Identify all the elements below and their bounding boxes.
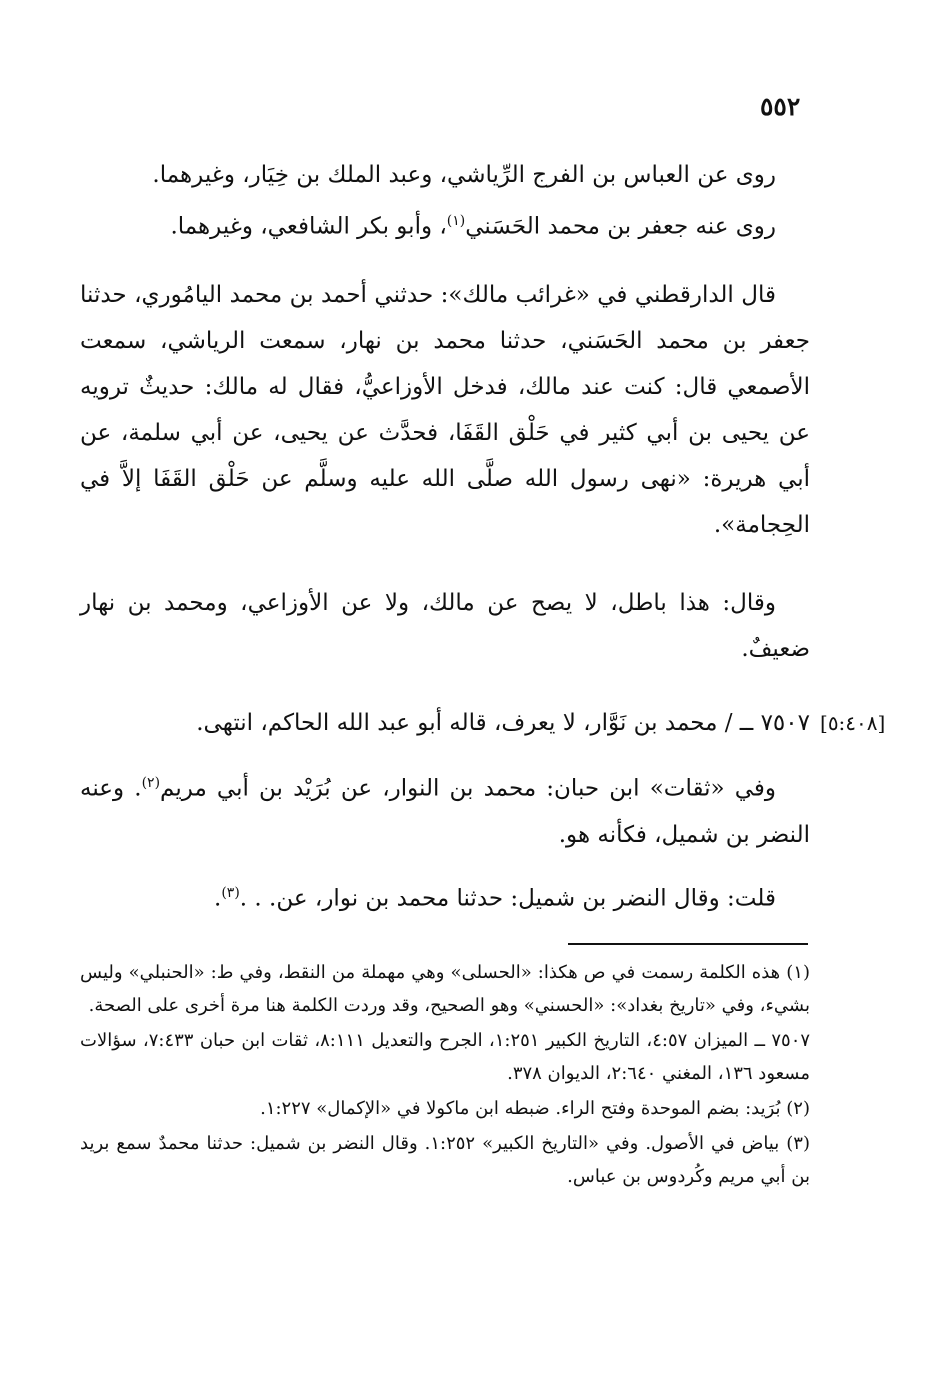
- paragraph-verdict: [80, 580, 810, 672]
- footnotes: [80, 956, 810, 1195]
- footnote-ref-3: (٣): [221, 885, 240, 901]
- footnote-2: [80, 1092, 810, 1125]
- footnote-3: [80, 1127, 810, 1193]
- thiqat-text-tail: . وعنه النضر بن شميل، فكأنه هو.: [80, 775, 810, 848]
- footnote-text: بُرَيد: بضم الموحدة وفتح الراء. ضبطه ابن ماكولا في «الإكمال» ١:٢٢٧.: [260, 1098, 781, 1119]
- footnote-ref-2: (٢): [141, 775, 161, 791]
- footnote-label: (١): [786, 962, 810, 983]
- daraqutni-text: قال الدارقطني في «غرائب مالك»: حدثني أحمد بن محمد اليامُوري، حدثنا جعفر بن محمد الحَسَني، حدثنا محمد بن نهار، سمعت الرياشي، سمعت الأصمعي قال: كنت عند مالك، فدخل الأوزاعيُّ، فقال له مالك: حديثٌ ترويه عن يحيى بن أبي كثير في حَلْق القَفَا، فحدَّث عن يحيى، عن أبي سلمة، عن أبي هريرة: «نهى رسول الله صلَّى الله عليه وسلَّم عن حَلْق القَفَا إلاَّ في الحِجامة».: [80, 282, 810, 538]
- footnote-entry-7507: [80, 1024, 810, 1090]
- verdict-text: وقال: هذا باطل، لا يصح عن مالك، ولا عن الأوزاعي، ومحمد بن نهار ضعيفٌ.: [80, 590, 810, 662]
- paragraph-thiqat: [80, 760, 810, 858]
- footnote-label: (٣): [786, 1133, 810, 1154]
- narrators-line-1: روى عن العباس بن الفرج الرِّياشي، وعبد الملك بن خِيَار، وغيرهما.: [152, 162, 776, 188]
- entry-heading: ٧٥٠٧ ــ / محمد بن نَوَّار، لا يعرف، قاله أبو عبد الله الحاكم، انتهى.: [196, 710, 810, 736]
- paragraph-qultu: [80, 870, 810, 922]
- footnote-ref-1: (١): [446, 213, 466, 229]
- footnote-text: الميزان ٤:٥٧، التاريخ الكبير ١:٢٥١، الجرح والتعديل ٨:١١١، ثقات ابن حبان ٧:٤٣٣، سؤالات مسعود ١٣٦، المغني ٢:٦٤٠، الديوان ٣٧٨.: [80, 1030, 810, 1084]
- thiqat-text-main: وفي «ثقات» ابن حبان: محمد بن النوار، عن بُرَيْد بن أبي مريم: [160, 775, 776, 802]
- narrators-line-2: [80, 198, 810, 250]
- qultu-text: [80, 870, 810, 922]
- qultu-text-tail: .: [214, 885, 222, 912]
- narrators-line-2-tail: ، وأبو بكر الشافعي، وغيرهما.: [170, 213, 447, 240]
- narrators-line-2-text: روى عنه جعفر بن محمد الحَسَني: [465, 213, 776, 240]
- thiqat-text: [80, 760, 810, 858]
- entry-reference: [٥:٤٠٨]: [820, 711, 886, 735]
- paragraph-daraqutni: [80, 272, 810, 548]
- footnote-text: هذه الكلمة رسمت في ص هكذا: «الحسلى» وهي مهملة من النقط، وفي ط: «الحنبلي» وليس بشيء، وفي «تاريخ بغداد»: «الحسني» وهو الصحيح، وقد وردت الكلمة هنا مرة أخرى على الصحة.: [80, 962, 810, 1016]
- footnote-label: (٢): [786, 1098, 810, 1119]
- qultu-text-main: قلت: وقال النضر بن شميل: حدثنا محمد بن نوار، عن. . .: [239, 885, 776, 912]
- footnote-text: بياض في الأصول. وفي «التاريخ الكبير» ١:٢٥٢. وقال النضر بن شميل: حدثنا محمدٌ سمع بريد بن أبي مريم وكُردوس بن عباس.: [80, 1133, 810, 1187]
- footnote-separator: [568, 943, 808, 945]
- footnote-1: [80, 956, 810, 1022]
- footnote-label: ٧٥٠٧ ــ: [754, 1030, 811, 1051]
- paragraph-narrators: [80, 152, 810, 250]
- page-number: ٥٥٢: [760, 92, 801, 121]
